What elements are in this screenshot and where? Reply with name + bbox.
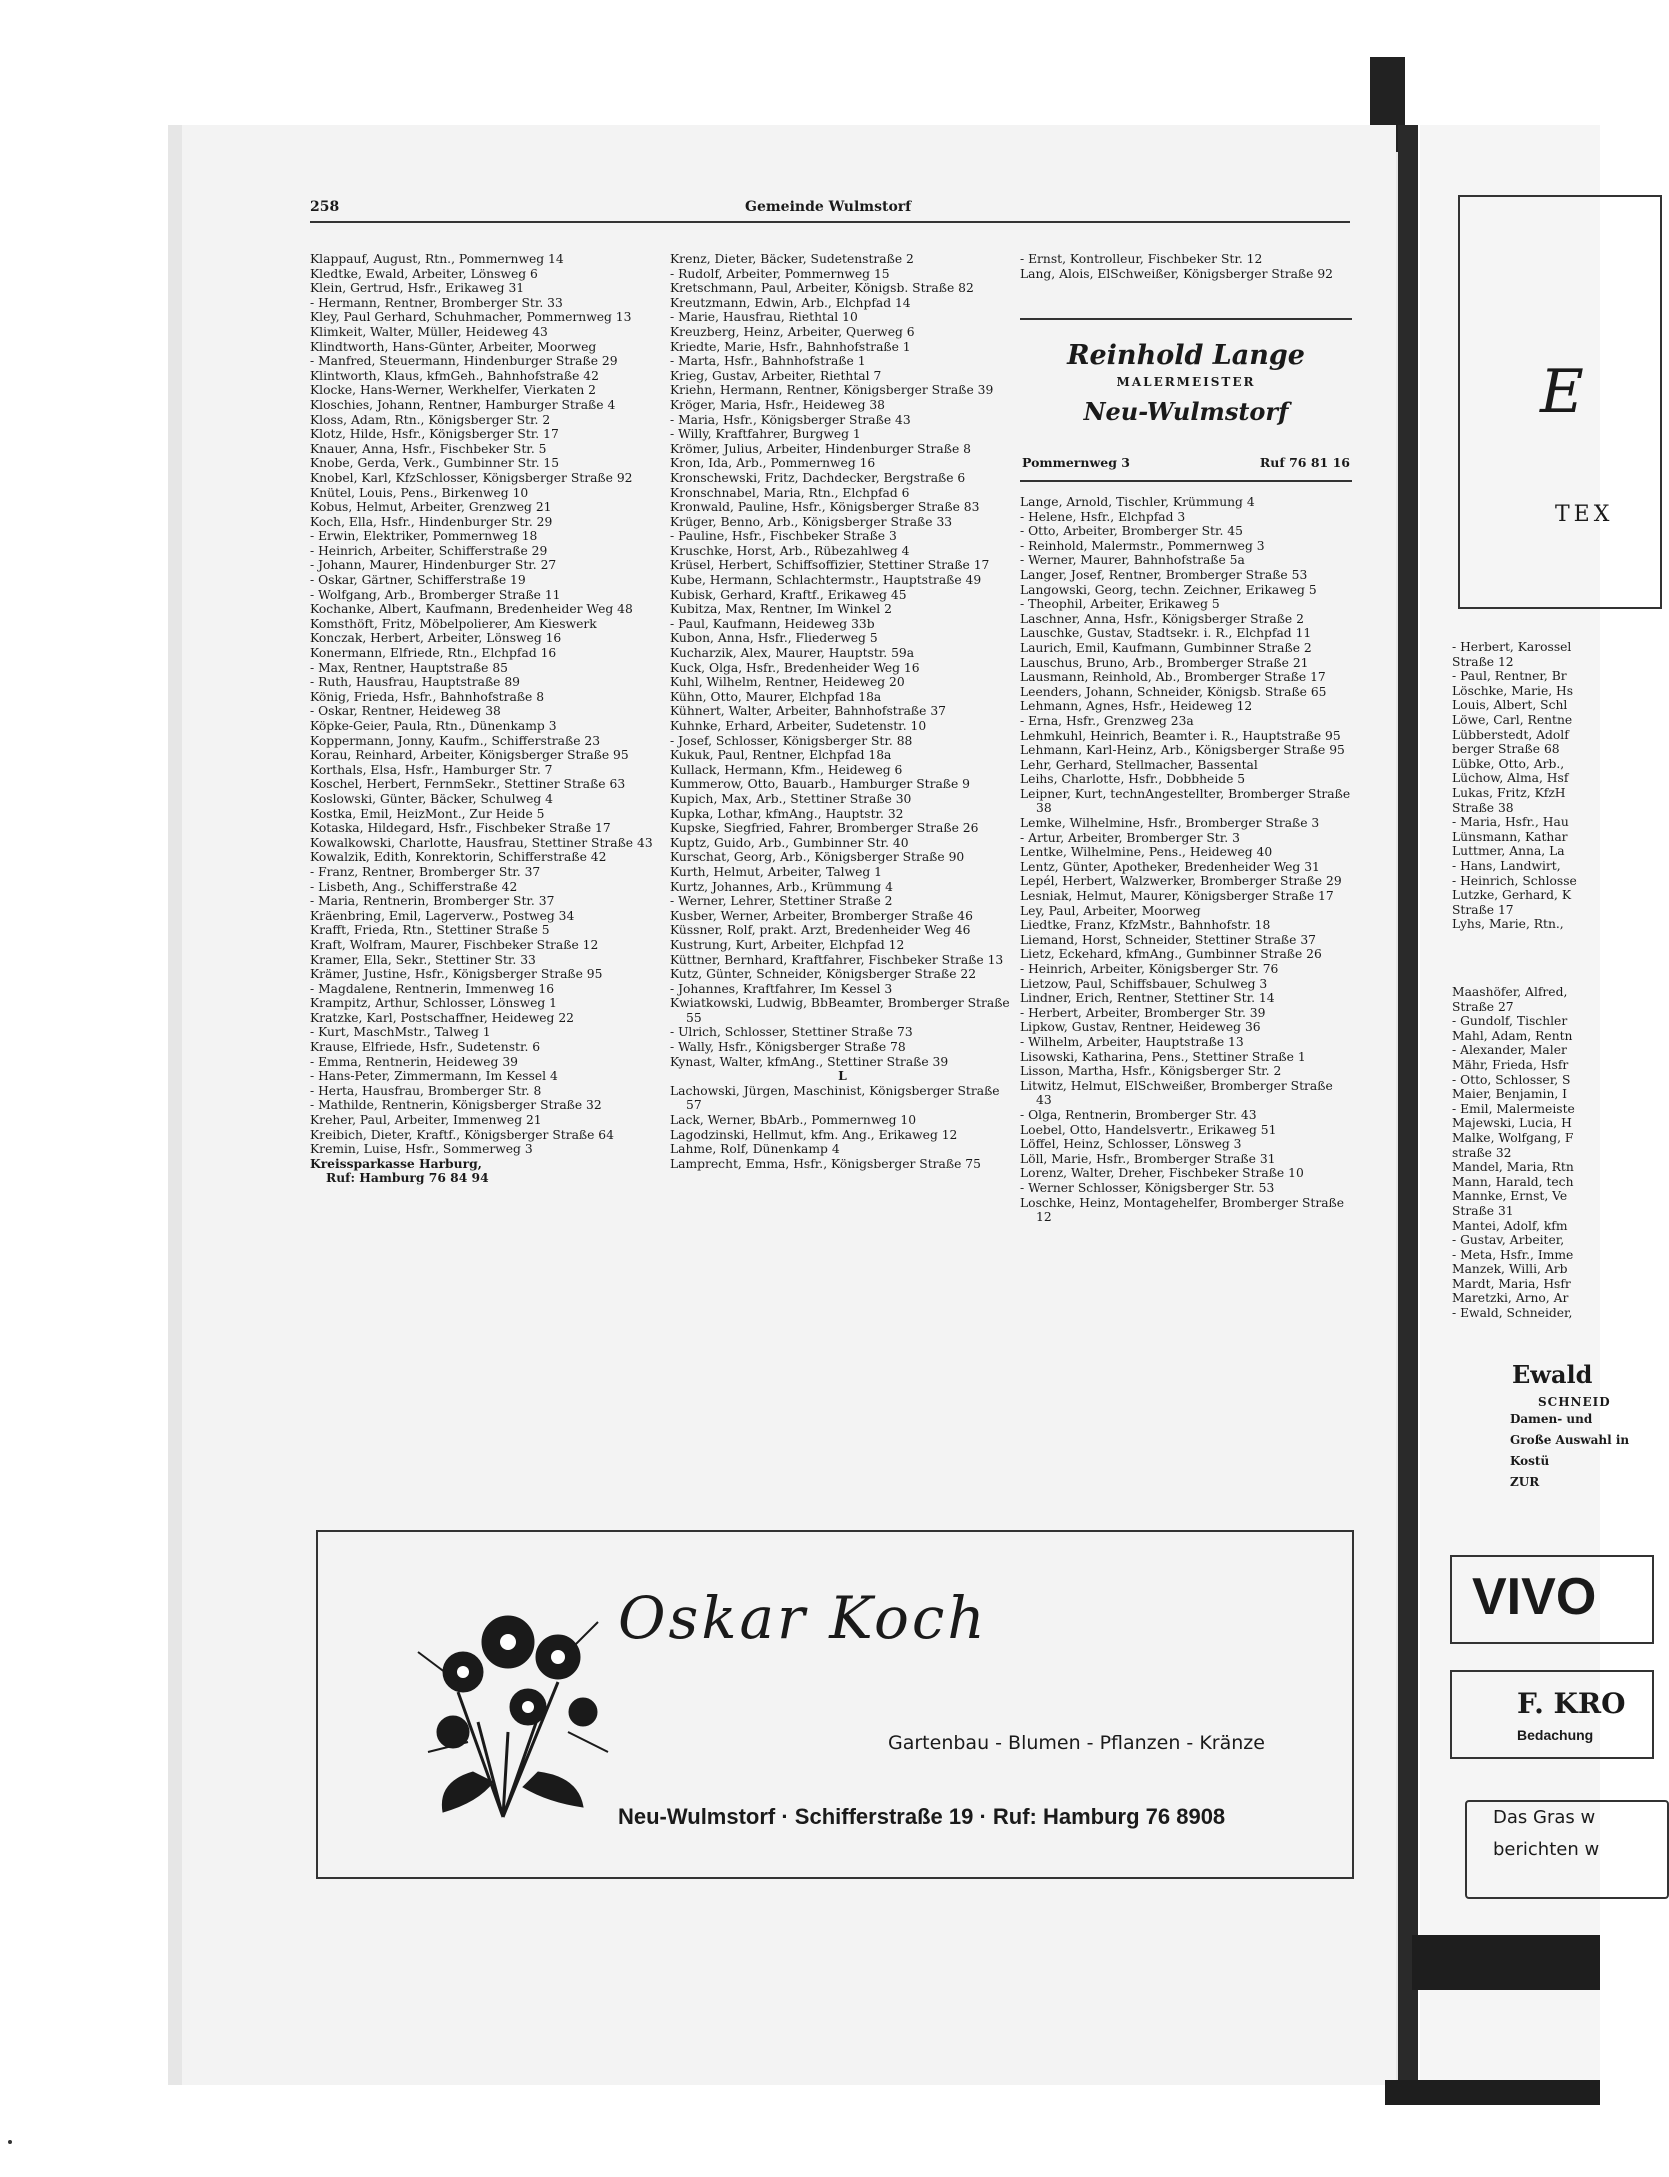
directory-entry: - Otto, Arbeiter, Bromberger Str. 45 [1020, 524, 1243, 539]
directory-entry: - Ruth, Hausfrau, Hauptstraße 89 [310, 675, 521, 690]
directory-entry: Kubitza, Max, Rentner, Im Winkel 2 [670, 602, 892, 617]
directory-entry: Küssner, Rolf, prakt. Arzt, Bredenheider Weg 46 [670, 923, 971, 938]
directory-entry: Laurich, Emil, Kaufmann, Gumbinner Straße 2 [1020, 640, 1312, 655]
ad-reinhold-lange [1020, 318, 1352, 482]
directory-entry: Korthals, Elsa, Hsfr., Hamburger Str. 7 [310, 762, 553, 777]
ewald-trade: SCHNEID [1538, 1395, 1611, 1409]
directory-entry: Kotaska, Hildegard, Hsfr., Fischbeker Straße 17 [310, 821, 611, 836]
ewald-name: Ewald [1512, 1360, 1593, 1389]
directory-entry: Krüger, Benno, Arb., Königsberger Straße 33 [670, 514, 953, 529]
directory-entry: - Marta, Hsfr., Bahnhofstraße 1 [670, 354, 866, 369]
right-page-entry: straße 32 [1452, 1145, 1512, 1160]
book-spine [1398, 125, 1418, 2085]
right-page-entry: Lukas, Fritz, KfzH [1452, 785, 1566, 800]
directory-entry: Leenders, Johann, Schneider, Königsb. Straße 65 [1020, 684, 1327, 699]
directory-entry: - Erwin, Elektriker, Pommernweg 18 [310, 529, 538, 544]
right-page-entry: Lübke, Otto, Arb., [1452, 756, 1565, 771]
directory-entry: Lehmkuhl, Heinrich, Beamter i. R., Hauptstraße 95 [1020, 728, 1341, 743]
right-page-entry: Majewski, Lucia, H [1452, 1116, 1572, 1131]
directory-entry: - Reinhold, Malermstr., Pommernweg 3 [1020, 538, 1265, 553]
ewald-lines [1510, 1409, 1650, 1493]
ad-lange-trade: MALERMEISTER [1116, 375, 1256, 389]
right-page-entry: Straße 12 [1452, 654, 1514, 669]
directory-entry: Kurth, Helmut, Arbeiter, Talweg 1 [670, 864, 882, 879]
directory-entry: Kremin, Luise, Hsfr., Sommerweg 3 [310, 1142, 533, 1157]
directory-column-2 [670, 252, 1015, 1171]
directory-entry: Krieg, Gustav, Arbeiter, Riethtal 7 [670, 368, 882, 383]
directory-entry: Lausmann, Reinhold, Ab., Bromberger Straße 17 [1020, 670, 1326, 685]
directory-entry: Kubisk, Gerhard, Kraftf., Erikaweg 45 [670, 587, 907, 602]
directory-entry: Kreher, Paul, Arbeiter, Immenweg 21 [310, 1113, 542, 1128]
directory-entry: - Artur, Arbeiter, Bromberger Str. 3 [1020, 830, 1240, 845]
directory-entry: Kochanke, Albert, Kaufmann, Bredenheider Weg 48 [310, 602, 633, 617]
ad-lange-phone: Ruf 76 81 16 [1259, 455, 1350, 470]
ad-lange-name: Reinhold Lange [1067, 340, 1305, 371]
right-page-entry: Maier, Benjamin, I [1452, 1087, 1568, 1102]
right-ad-ewald [1450, 1360, 1650, 1493]
directory-entry: Kramer, Ella, Sekr., Stettiner Str. 33 [310, 952, 536, 967]
directory-entry: - Paul, Kaufmann, Heideweg 33b [670, 616, 875, 631]
right-page-entry: Lünsmann, Kathar [1452, 829, 1568, 844]
ewald-line: ZUR [1510, 1475, 1540, 1489]
directory-entry: Krause, Elfriede, Hsfr., Sudetenstr. 6 [310, 1040, 541, 1055]
directory-entry: Lang, Alois, ElSchweißer, Königsberger Straße 92 [1020, 266, 1333, 281]
directory-entry: Kupka, Lothar, kfmAng., Hauptstr. 32 [670, 806, 904, 821]
kr-sub: Bedachung [1517, 1727, 1594, 1743]
right-page-entry: - Gustav, Arbeiter, [1452, 1233, 1565, 1248]
right-page-entry: - Alexander, Maler [1452, 1043, 1567, 1058]
directory-entry: Kloss, Adam, Rtn., Königsberger Str. 2 [310, 412, 551, 427]
directory-entry: Kledtke, Ewald, Arbeiter, Lönsweg 6 [310, 266, 538, 281]
directory-entry: Lehr, Gerhard, Stellmacher, Bassental [1020, 757, 1258, 772]
directory-entry: Krämer, Justine, Hsfr., Königsberger Straße 95 [310, 967, 603, 982]
directory-entry: Lentz, Günter, Apotheker, Bredenheider Weg 31 [1020, 859, 1320, 874]
right-page-entry: Mähr, Frieda, Hsfr [1452, 1057, 1569, 1072]
directory-entry: - Heinrich, Arbeiter, Königsberger Str. 76 [1020, 962, 1279, 976]
directory-entry: Knütel, Louis, Pens., Birkenweg 10 [310, 485, 529, 500]
right-page-entry: - Otto, Schlosser, S [1452, 1072, 1571, 1087]
scanner-clip-bottom [1412, 1935, 1600, 1990]
directory-entry: Knobe, Gerda, Verk., Gumbinner Str. 15 [310, 456, 560, 471]
kreissparkasse-phone: Ruf: Hamburg 76 84 94 [326, 1170, 489, 1186]
directory-entry: Kratzke, Karl, Postschaffner, Heideweg 22 [310, 1010, 574, 1025]
directory-entry: Liemand, Horst, Schneider, Stettiner Straße 37 [1020, 932, 1316, 947]
directory-entry: - Herta, Hausfrau, Bromberger Str. 8 [310, 1083, 542, 1098]
right-ad-text: TEX [1555, 502, 1614, 527]
right-page-entry: Mantei, Adolf, kfm [1452, 1218, 1568, 1233]
directory-entry: - Werner, Lehrer, Stettiner Straße 2 [670, 894, 893, 909]
right-page-entry: Louis, Albert, Schl [1452, 698, 1568, 713]
directory-entry: - Ernst, Kontrolleur, Fischbeker Str. 12 [1020, 252, 1263, 266]
directory-entry: Korau, Reinhard, Arbeiter, Königsberger Straße 95 [310, 748, 629, 763]
directory-entry: Lamprecht, Emma, Hsfr., Königsberger Straße 75 [670, 1156, 981, 1171]
directory-entry: Kuhnke, Erhard, Arbeiter, Sudetenstr. 10 [670, 719, 927, 733]
directory-entry: - Manfred, Steuermann, Hindenburger Straße 29 [310, 354, 618, 369]
directory-entry: Kreutzmann, Edwin, Arb., Elchpfad 14 [670, 295, 911, 310]
right-page-entry: Straße 27 [1452, 999, 1514, 1014]
directory-entry: Kron, Ida, Arb., Pommernweg 16 [670, 456, 876, 471]
directory-entry: Koppermann, Jonny, Kaufm., Schifferstraße 23 [310, 733, 601, 748]
directory-entry: Lietz, Eckehard, kfmAng., Gumbinner Straße 26 [1020, 947, 1322, 962]
directory-entry: - Franz, Rentner, Bromberger Str. 37 [310, 864, 541, 879]
directory-entry: - Wilhelm, Arbeiter, Hauptstraße 13 [1020, 1034, 1244, 1049]
directory-entry: Kröger, Maria, Hsfr., Heideweg 38 [670, 397, 885, 412]
right-page-entry: Lutzke, Gerhard, K [1452, 888, 1572, 903]
directory-entry: - Pauline, Hsfr., Fischbeker Straße 3 [670, 529, 897, 544]
ewald-line: Kostü [1510, 1454, 1550, 1468]
ad-lange-address: Pommernweg 3 [1022, 455, 1130, 470]
kreissparkasse-name: Kreissparkasse Harburg, [310, 1155, 482, 1171]
directory-entry: - Helene, Hsfr., Elchpfad 3 [1020, 509, 1186, 524]
directory-entry: Krüsel, Herbert, Schiffsoffizier, Stettiner Straße 17 [670, 558, 990, 573]
directory-entry: Langer, Josef, Rentner, Bromberger Straße 53 [1020, 567, 1308, 582]
directory-entry: - Maria, Hsfr., Königsberger Straße 43 [670, 412, 911, 427]
directory-entry: Kühnert, Walter, Arbeiter, Bahnhofstraße 37 [670, 704, 946, 719]
right-page-entry: Maretzki, Arno, Ar [1452, 1291, 1569, 1306]
ad-lange-place: Neu-Wulmstorf [1083, 397, 1289, 426]
directory-entry: - Kurt, MaschMstr., Talweg 1 [310, 1025, 491, 1040]
directory-entry: Klindtworth, Hans-Günter, Arbeiter, Moorweg [310, 339, 597, 354]
ad-oskar-koch [316, 1530, 1354, 1879]
kr-name: F. KRO [1517, 1687, 1626, 1720]
directory-entry: - Herbert, Arbeiter, Bromberger Str. 39 [1020, 1005, 1266, 1020]
directory-entry: Kreuzberg, Heinz, Arbeiter, Querweg 6 [670, 324, 915, 339]
directory-entry: Kley, Paul Gerhard, Schuhmacher, Pommernweg 13 [310, 310, 632, 325]
right-page-entry: - Hans, Landwirt, [1452, 858, 1561, 873]
directory-entry: Lauschus, Bruno, Arb., Bromberger Straße 21 [1020, 655, 1309, 670]
directory-entry: Knauer, Anna, Hsfr., Fischbeker Str. 5 [310, 441, 547, 456]
right-page-entry: Löwe, Carl, Rentne [1452, 712, 1573, 727]
directory-entry: Krafft, Frieda, Rtn., Stettiner Straße 5 [310, 923, 550, 938]
right-page-ad-box [1458, 195, 1662, 609]
directory-entry: Lagodzinski, Hellmut, kfm. Ang., Erikaweg 12 [670, 1127, 958, 1142]
directory-entry: Kowalzik, Edith, Konrektorin, Schifferstraße 42 [310, 850, 607, 865]
directory-entry: Löll, Marie, Hsfr., Bromberger Straße 31 [1020, 1151, 1276, 1166]
right-page-entry: Mandel, Maria, Rtn [1452, 1160, 1574, 1175]
page-number: 258 [310, 199, 340, 215]
directory-entry: Koch, Ella, Hsfr., Hindenburger Str. 29 [310, 514, 553, 529]
directory-entry: - Hermann, Rentner, Bromberger Str. 33 [310, 295, 563, 310]
directory-entry: Kucharzik, Alex, Maurer, Hauptstr. 59a [670, 646, 915, 661]
directory-entry: Kurtz, Johannes, Arb., Krümmung 4 [670, 879, 893, 894]
directory-entry: - Werner Schlosser, Königsberger Str. 53 [1020, 1180, 1275, 1195]
right-page-entry: Maashöfer, Alfred, [1452, 985, 1568, 999]
directory-entry: Konczak, Herbert, Arbeiter, Lönsweg 16 [310, 631, 562, 646]
directory-entry: Kostka, Emil, HeizMont., Zur Heide 5 [310, 806, 545, 821]
directory-entry: Lehmann, Agnes, Hsfr., Heideweg 12 [1020, 699, 1253, 714]
directory-entry: Kullack, Hermann, Kfm., Heideweg 6 [670, 762, 903, 777]
directory-entry: - Theophil, Arbeiter, Erikaweg 5 [1020, 597, 1220, 612]
right-page-entry: Lübberstedt, Adolf [1452, 727, 1569, 742]
directory-entry: Kobus, Helmut, Arbeiter, Grenzweg 21 [310, 500, 552, 515]
right-page-entry: - Heinrich, Schlosse [1452, 873, 1577, 888]
directory-entry: Kraft, Wolfram, Maurer, Fischbeker Straße 12 [310, 937, 599, 952]
right-ad-letter: E [1540, 357, 1584, 427]
gras-line: Das Gras w [1493, 1807, 1596, 1828]
section-letter-l: L [838, 1068, 847, 1084]
right-ad-gras [1465, 1800, 1669, 1899]
directory-entry: Leihs, Charlotte, Hsfr., Dobbheide 5 [1020, 772, 1246, 787]
directory-entry: Kukuk, Paul, Rentner, Elchpfad 18a [670, 748, 892, 763]
directory-column-3 [1020, 495, 1352, 1225]
directory-entry: - Rudolf, Arbeiter, Pommernweg 15 [670, 266, 890, 281]
right-page-entry: - Ewald, Schneider, [1452, 1306, 1573, 1321]
directory-entry: Lentke, Wilhelmine, Pens., Heideweg 40 [1020, 845, 1273, 860]
directory-entry: Lipkow, Gustav, Rentner, Heideweg 36 [1020, 1020, 1261, 1035]
directory-entry: - Oskar, Gärtner, Schifferstraße 19 [310, 573, 526, 588]
directory-entry: Kummerow, Otto, Bauarb., Hamburger Straße 9 [670, 777, 971, 792]
directory-entry: Lorenz, Walter, Dreher, Fischbeker Straße 10 [1020, 1166, 1304, 1181]
directory-entry: Koslowski, Günter, Bäcker, Schulweg 4 [310, 791, 553, 806]
directory-entry: Kupske, Siegfried, Fahrer, Bromberger Straße 26 [670, 821, 979, 836]
directory-entry: Komsthöft, Fritz, Möbelpolierer, Am Kieswerk [310, 616, 597, 631]
directory-entry: Knobel, Karl, KfzSchlosser, Königsberger Straße 92 [310, 470, 633, 485]
directory-entry: Kronschewski, Fritz, Dachdecker, Bergstraße 6 [670, 470, 966, 485]
directory-entry: - Mathilde, Rentnerin, Königsberger Straße 32 [310, 1098, 602, 1113]
directory-entry: Lisowski, Katharina, Pens., Stettiner Straße 1 [1020, 1049, 1306, 1064]
right-page-entry: Straße 17 [1452, 902, 1514, 917]
directory-entry: Lehmann, Karl-Heinz, Arb., Königsberger Straße 95 [1020, 743, 1345, 758]
right-page-entry: - Paul, Rentner, Br [1452, 669, 1567, 684]
right-page-entry: Mannke, Ernst, Ve [1452, 1189, 1568, 1204]
directory-entry: Liedtke, Franz, KfzMstr., Bahnhofstr. 18 [1020, 918, 1271, 933]
right-page-entry: Malke, Wolfgang, F [1452, 1130, 1574, 1145]
directory-entry: Kriehn, Hermann, Rentner, Königsberger Straße 39 [670, 383, 994, 398]
directory-entry: Konermann, Elfriede, Rtn., Elchpfad 16 [310, 646, 557, 661]
directory-entry: - Oskar, Rentner, Heideweg 38 [310, 704, 501, 719]
directory-entry: Leipner, Kurt, technAngestellter, Bromberger Straße 38 [1020, 786, 1351, 816]
directory-entry: Kräenbring, Emil, Lagerverw., Postweg 34 [310, 908, 575, 923]
directory-entry: - Wally, Hsfr., Königsberger Straße 78 [670, 1040, 906, 1055]
directory-entry: - Willy, Kraftfahrer, Burgweg 1 [670, 427, 861, 442]
ewald-line: Damen- und [1510, 1412, 1593, 1426]
directory-entry: - Max, Rentner, Hauptstraße 85 [310, 660, 508, 675]
directory-entry: Kruschke, Horst, Arb., Rübezahlweg 4 [670, 543, 910, 558]
right-page-entry: Lüchow, Alma, Hsf [1452, 771, 1569, 786]
directory-entry: Laschner, Anna, Hsfr., Königsberger Straße 2 [1020, 611, 1304, 626]
directory-entry: Klintworth, Klaus, kfmGeh., Bahnhofstraße 42 [310, 368, 599, 383]
right-page-entry: Lyhs, Marie, Rtn., [1452, 917, 1564, 932]
directory-entry: Lindner, Erich, Rentner, Stettiner Str. 14 [1020, 991, 1275, 1006]
directory-entry: Kutz, Günter, Schneider, Königsberger Straße 22 [670, 967, 977, 982]
scanner-clip-bottom-2 [1385, 2080, 1600, 2105]
directory-entry: - Ulrich, Schlosser, Stettiner Straße 73 [670, 1025, 913, 1040]
directory-entry: Kuhl, Wilhelm, Rentner, Heideweg 20 [670, 675, 905, 690]
directory-entry: Kretschmann, Paul, Arbeiter, Königsb. Straße 82 [670, 281, 974, 296]
directory-entry: - Marie, Hausfrau, Riethtal 10 [670, 310, 858, 325]
directory-entry: - Lisbeth, Ang., Schifferstraße 42 [310, 879, 518, 894]
directory-entry: Lemke, Wilhelmine, Hsfr., Bromberger Straße 3 [1020, 816, 1320, 831]
directory-entry: Krömer, Julius, Arbeiter, Hindenburger Straße 8 [670, 441, 971, 456]
right-page-entry: Löschke, Marie, Hs [1452, 683, 1574, 698]
directory-entry: Klotz, Hilde, Hsfr., Königsberger Str. 17 [310, 427, 559, 442]
directory-entry: Krampitz, Arthur, Schlosser, Lönsweg 1 [310, 996, 557, 1011]
scan-speck [8, 2140, 12, 2144]
directory-entry: - Erna, Hsfr., Grenzweg 23a [1020, 713, 1194, 728]
directory-entry: - Werner, Maurer, Bahnhofstraße 5a [1020, 553, 1245, 568]
directory-entry: Kloschies, Johann, Rentner, Hamburger Straße 4 [310, 397, 616, 412]
directory-entry: Kühn, Otto, Maurer, Elchpfad 18a [670, 689, 882, 704]
directory-entry: Lachowski, Jürgen, Maschinist, Königsberger Straße 57 [670, 1083, 1000, 1113]
directory-entry: Litwitz, Helmut, ElSchweißer, Bromberger Straße 43 [1020, 1078, 1333, 1108]
directory-entry: Kupich, Max, Arb., Stettiner Straße 30 [670, 791, 912, 806]
directory-entry: König, Frieda, Hsfr., Bahnhofstraße 8 [310, 689, 545, 704]
directory-entry: - Johannes, Kraftfahrer, Im Kessel 3 [670, 981, 893, 996]
right-page-entry: berger Straße 68 [1452, 742, 1560, 757]
directory-entry: Kusber, Werner, Arbeiter, Bromberger Straße 46 [670, 908, 973, 923]
directory-entry: - Wolfgang, Arb., Bromberger Straße 11 [310, 587, 561, 602]
directory-entry: - Johann, Maurer, Hindenburger Str. 27 [310, 558, 557, 573]
right-page-entry: Mardt, Maria, Hsfr [1452, 1276, 1571, 1291]
directory-entry: Kube, Hermann, Schlachtermstr., Hauptstraße 49 [670, 573, 982, 588]
directory-entry: Kreibich, Dieter, Kraftf., Königsberger Straße 64 [310, 1127, 614, 1142]
right-page-entry: - Maria, Hsfr., Hau [1452, 815, 1569, 830]
directory-entry: - Magdalene, Rentnerin, Immenweg 16 [310, 981, 555, 996]
directory-entry: Lauschke, Gustav, Stadtsekr. i. R., Elchpfad 11 [1020, 626, 1312, 641]
directory-entry: - Josef, Schlosser, Königsberger Str. 88 [670, 733, 913, 748]
directory-entry: Lange, Arnold, Tischler, Krümmung 4 [1020, 495, 1255, 509]
ad-koch-address: Neu-Wulmstorf · Schifferstraße 19 · Ruf: Hamburg 76 8908 [618, 1804, 1226, 1829]
directory-entry: Kronwald, Pauline, Hsfr., Königsberger Straße 83 [670, 500, 980, 515]
right-page-entry: - Meta, Hsfr., Imme [1452, 1247, 1574, 1262]
right-page-entry: Mahl, Adam, Rentn [1452, 1028, 1573, 1043]
right-ad-kroeger [1450, 1670, 1654, 1759]
directory-entry: Kynast, Walter, kfmAng., Stettiner Straße 39 [670, 1054, 949, 1069]
directory-entry: Küttner, Bernhard, Kraftfahrer, Fischbeker Straße 13 [670, 952, 1004, 967]
directory-entry: Kubon, Anna, Hsfr., Fliederweg 5 [670, 631, 878, 646]
directory-entry: Klocke, Hans-Werner, Werkhelfer, Vierkaten 2 [310, 383, 597, 398]
directory-entry: Ley, Paul, Arbeiter, Moorweg [1020, 903, 1201, 918]
directory-column-3-top [1020, 252, 1352, 281]
directory-entry: Lahme, Rolf, Dünenkamp 4 [670, 1142, 840, 1157]
directory-entry: Kurschat, Georg, Arb., Königsberger Straße 90 [670, 850, 965, 865]
directory-entry: Kuptz, Guido, Arb., Gumbinner Str. 40 [670, 835, 909, 850]
right-page-entry: Mann, Harald, tech [1452, 1174, 1574, 1189]
right-page-entry: Straße 31 [1452, 1203, 1514, 1218]
directory-entry: - Heinrich, Arbeiter, Schifferstraße 29 [310, 543, 548, 558]
directory-entry: Köpke-Geier, Paula, Rtn., Dünenkamp 3 [310, 719, 557, 733]
directory-entry: Koschel, Herbert, FernmSekr., Stettiner Straße 63 [310, 777, 626, 792]
directory-entry: Kustrung, Kurt, Arbeiter, Elchpfad 12 [670, 937, 905, 952]
directory-entry: Krenz, Dieter, Bäcker, Sudetenstraße 2 [670, 252, 914, 266]
right-page-entry: Manzek, Willi, Arb [1452, 1262, 1568, 1277]
directory-entry: Lisson, Martha, Hsfr., Königsberger Str. 2 [1020, 1064, 1282, 1079]
directory-entry: - Maria, Rentnerin, Bromberger Str. 37 [310, 894, 555, 909]
flower-bouquet-icon [398, 1582, 628, 1822]
right-page-entry: Straße 38 [1452, 800, 1514, 815]
ewald-line: Große Auswahl in [1510, 1433, 1630, 1447]
right-page-entry: - Gundolf, Tischler [1452, 1014, 1568, 1029]
directory-entry: Kwiatkowski, Ludwig, BbBeamter, Bromberger Straße 55 [670, 996, 1010, 1025]
directory-entry: Loebel, Otto, Handelsvertr., Erikaweg 51 [1020, 1122, 1277, 1137]
directory-entry: Kriedte, Marie, Hsfr., Bahnhofstraße 1 [670, 339, 911, 354]
directory-entry: Kronschnabel, Maria, Rtn., Elchpfad 6 [670, 485, 910, 500]
directory-entry: Loschke, Heinz, Montagehelfer, Bromberger Straße 12 [1020, 1195, 1345, 1225]
page-title: Gemeinde Wulmstorf [745, 199, 912, 215]
directory-column-1 [310, 252, 655, 1186]
directory-entry: - Olga, Rentnerin, Bromberger Str. 43 [1020, 1107, 1257, 1122]
directory-entry: Lesniak, Helmut, Maurer, Königsberger Straße 17 [1020, 889, 1334, 904]
ad-koch-services: Gartenbau - Blumen - Pflanzen - Kränze [888, 1732, 1265, 1754]
right-page-entry: Luttmer, Anna, La [1452, 844, 1565, 859]
directory-entry: Langowski, Georg, techn. Zeichner, Erikaweg 5 [1020, 582, 1317, 597]
right-page-list-1 [1452, 640, 1577, 932]
right-page-list-2 [1452, 985, 1575, 1321]
directory-entry: Lack, Werner, BbArb., Pommernweg 10 [670, 1113, 917, 1128]
directory-entry: - Emma, Rentnerin, Heideweg 39 [310, 1054, 518, 1069]
directory-entry: Kuck, Olga, Hsfr., Bredenheider Weg 16 [670, 660, 920, 675]
running-header [310, 197, 1350, 223]
right-page-entry: - Emil, Malermeiste [1452, 1101, 1575, 1116]
directory-entry: Klimkeit, Walter, Müller, Heideweg 43 [310, 324, 548, 339]
directory-entry: Klein, Gertrud, Hsfr., Erikaweg 31 [310, 281, 525, 296]
directory-entry: Lietzow, Paul, Schiffsbauer, Schulweg 3 [1020, 976, 1268, 991]
directory-entry: Lepél, Herbert, Walzwerker, Bromberger Straße 29 [1020, 874, 1342, 889]
gras-line: berichten w [1493, 1839, 1600, 1860]
right-page-entry: - Herbert, Karossel [1452, 640, 1572, 654]
directory-entry: Löffel, Heinz, Schlosser, Lönsweg 3 [1020, 1137, 1242, 1152]
right-ad-vivo [1450, 1555, 1654, 1644]
ad-koch-logo: Oskar Koch [618, 1584, 988, 1652]
directory-entry: - Hans-Peter, Zimmermann, Im Kessel 4 [310, 1069, 558, 1084]
directory-entry: Klappauf, August, Rtn., Pommernweg 14 [310, 252, 564, 266]
vivo-text: VIVO [1472, 1568, 1597, 1626]
directory-entry: Kowalkowski, Charlotte, Hausfrau, Stettiner Straße 43 [310, 835, 653, 850]
